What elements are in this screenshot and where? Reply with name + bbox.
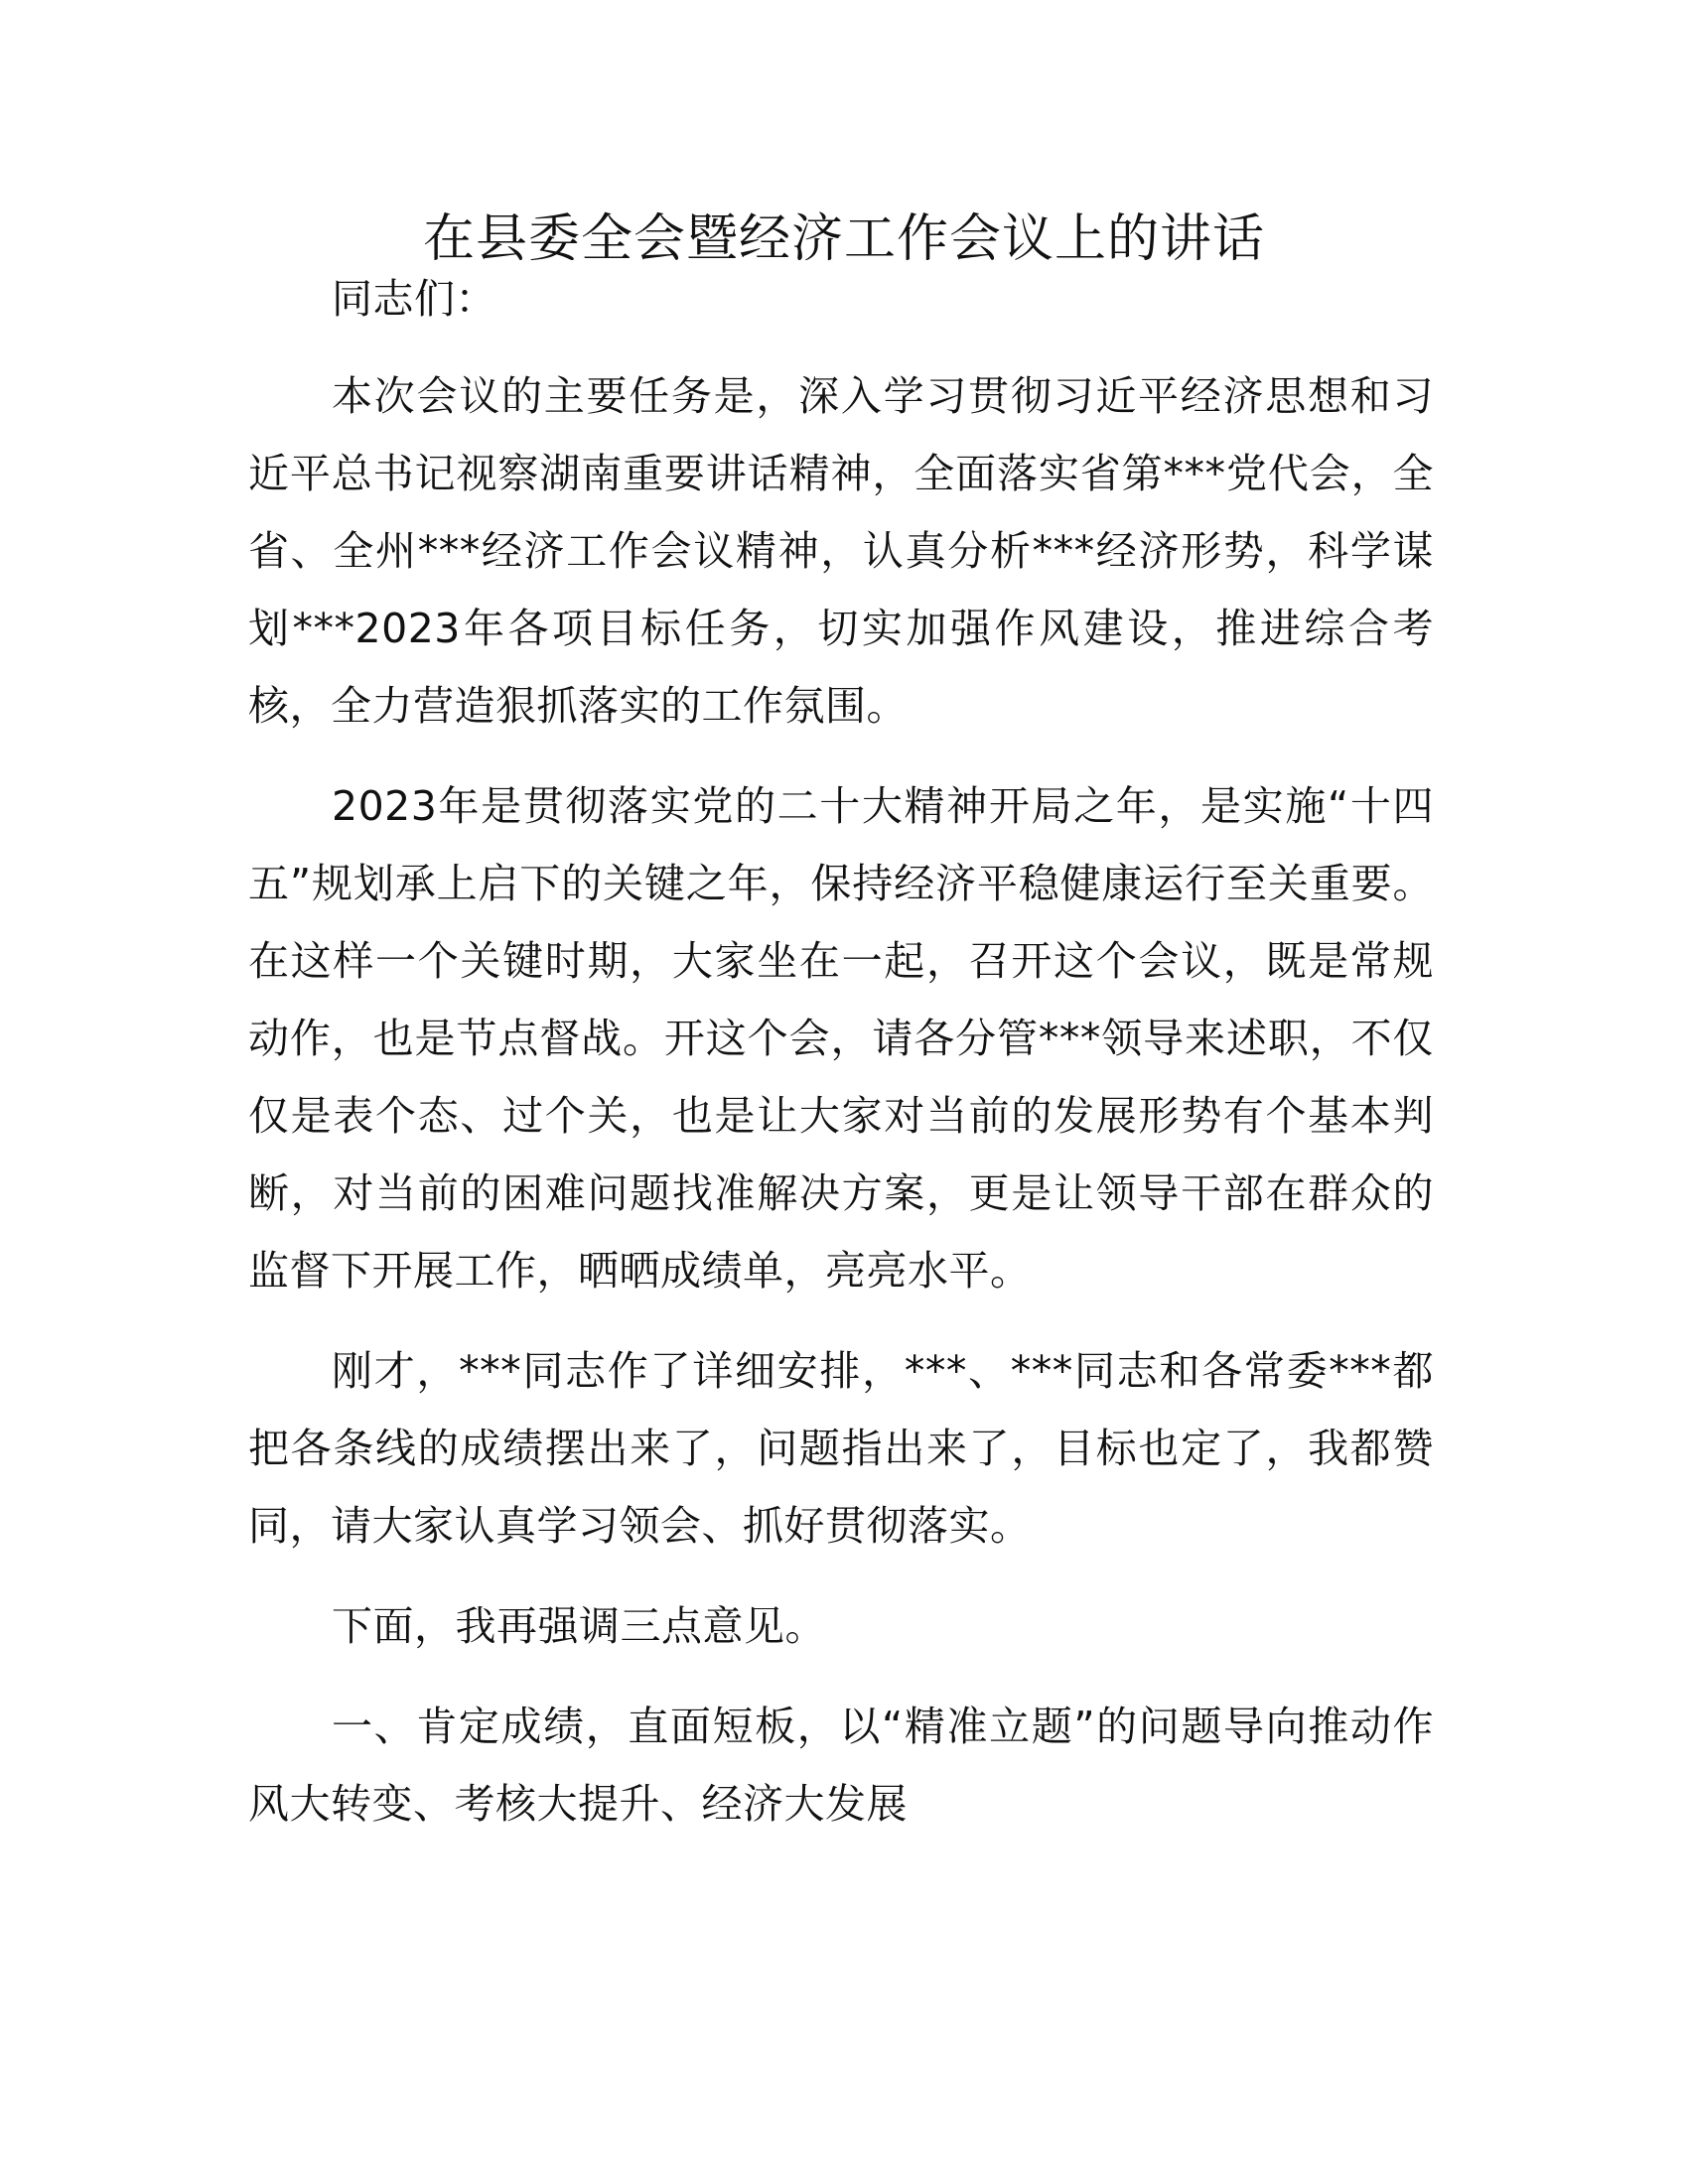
section-heading-one: 一、肯定成绩，直面短板，以“精准立题”的问题导向推动作风大转变、考核大提升、经济大发展: [248, 1703, 1434, 1828]
paragraph-2023-context: 2023年是贯彻落实党的二十大精神开局之年，是实施“十四五”规划承上启下的关键之年，保持经济平稳健康运行至关重要。在这样一个关键时期，大家坐在一起，召开这个会议，既是常规动作，也是节点督战。开这个会，请各分管***领导来述职，不仅仅是表个态、过个关，也是让大家对当前的发展形势有个基本判断，对当前的困难问题找准解决方案，更是让领导干部在群众的监督下开展工作，晒晒成绩单，亮亮水平。: [248, 782, 1434, 1295]
paragraph-three-points-intro: 下面，我再强调三点意见。: [332, 1602, 826, 1650]
paragraph-meeting-tasks: 本次会议的主要任务是，深入学习贯彻习近平经济思想和习近平总书记视察湖南重要讲话精神，全面落实省第***党代会，全省、全州***经济工作会议精神，认真分析***经济形势，科学谋划***2023年各项目标任务，切实加强作风建设，推进综合考核，全力营造狠抓落实的工作氛围。: [248, 372, 1434, 730]
salutation: 同志们：: [332, 275, 496, 323]
document-title: 在县委全会暨经济工作会议上的讲话: [422, 209, 1265, 269]
paragraph-endorsement: 刚才，***同志作了详细安排，***、***同志和各常委***都把各条线的成绩摆出来了，问题指出来了，目标也定了，我都赞同，请大家认真学习领会、抓好贯彻落实。: [248, 1347, 1434, 1550]
document-body: [248, 260, 1434, 1865]
